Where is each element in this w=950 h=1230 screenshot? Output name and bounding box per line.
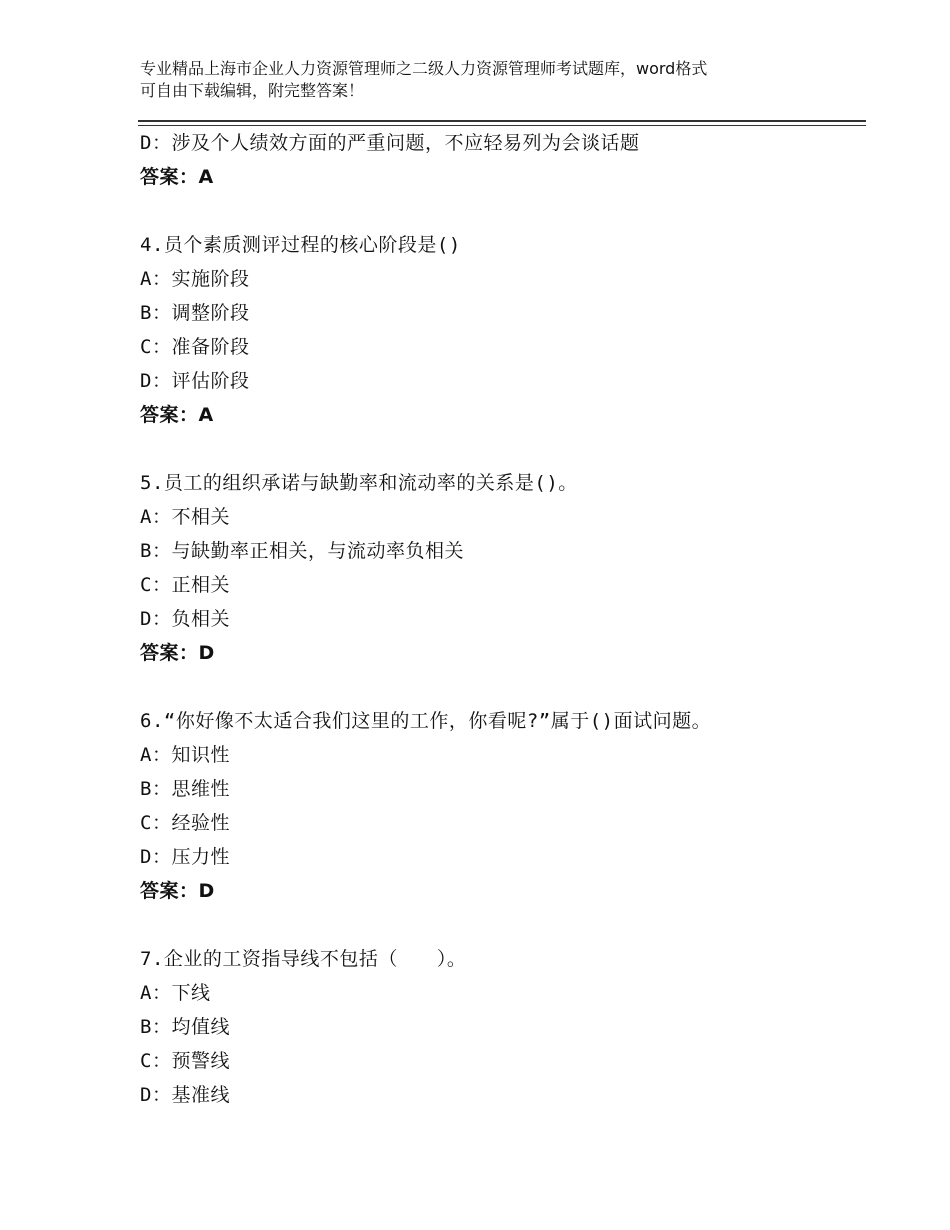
option-b: B：思维性 — [140, 778, 230, 800]
header-divider-thick — [138, 120, 866, 122]
question-stem: 6.“你好像不太适合我们这里的工作，你看呢?”属于()面试问题。 — [140, 710, 712, 732]
answer: 答案：A — [140, 404, 214, 426]
question-stem: 4.员个素质测评过程的核心阶段是() — [140, 234, 461, 256]
option-d: D：负相关 — [140, 608, 230, 630]
answer: 答案：A — [140, 166, 214, 188]
question-6 — [140, 704, 860, 908]
answer: 答案：D — [140, 880, 215, 902]
option-b: B：调整阶段 — [140, 302, 250, 324]
option-a: A：实施阶段 — [140, 268, 250, 290]
question-5 — [140, 466, 860, 670]
question-7 — [140, 942, 860, 1112]
option-d: D：评估阶段 — [140, 370, 250, 392]
header-line-2: 可自由下载编辑，附完整答案！ — [140, 81, 365, 100]
header-line-1: 专业精品上海市企业人力资源管理师之二级人力资源管理师考试题库，word格式 — [140, 59, 708, 78]
option-a: A：不相关 — [140, 506, 230, 528]
answer: 答案：D — [140, 642, 215, 664]
option-c: C：准备阶段 — [140, 336, 250, 358]
option-c: C：经验性 — [140, 812, 230, 834]
question-3 — [140, 126, 860, 194]
option-b: B：均值线 — [140, 1016, 230, 1038]
option-b: B：与缺勤率正相关，与流动率负相关 — [140, 540, 464, 562]
option-d: D：压力性 — [140, 846, 230, 868]
document-header — [140, 58, 820, 102]
option-d: D：基准线 — [140, 1084, 230, 1106]
option-a: A：下线 — [140, 982, 211, 1004]
option-d: D：涉及个人绩效方面的严重问题，不应轻易列为会谈话题 — [140, 132, 640, 154]
question-4 — [140, 228, 860, 432]
question-stem: 7.企业的工资指导线不包括（ ）。 — [140, 948, 467, 970]
option-c: C：预警线 — [140, 1050, 230, 1072]
option-c: C：正相关 — [140, 574, 230, 596]
option-a: A：知识性 — [140, 744, 230, 766]
question-stem: 5.员工的组织承诺与缺勤率和流动率的关系是()。 — [140, 472, 578, 494]
question-list — [140, 126, 860, 1112]
